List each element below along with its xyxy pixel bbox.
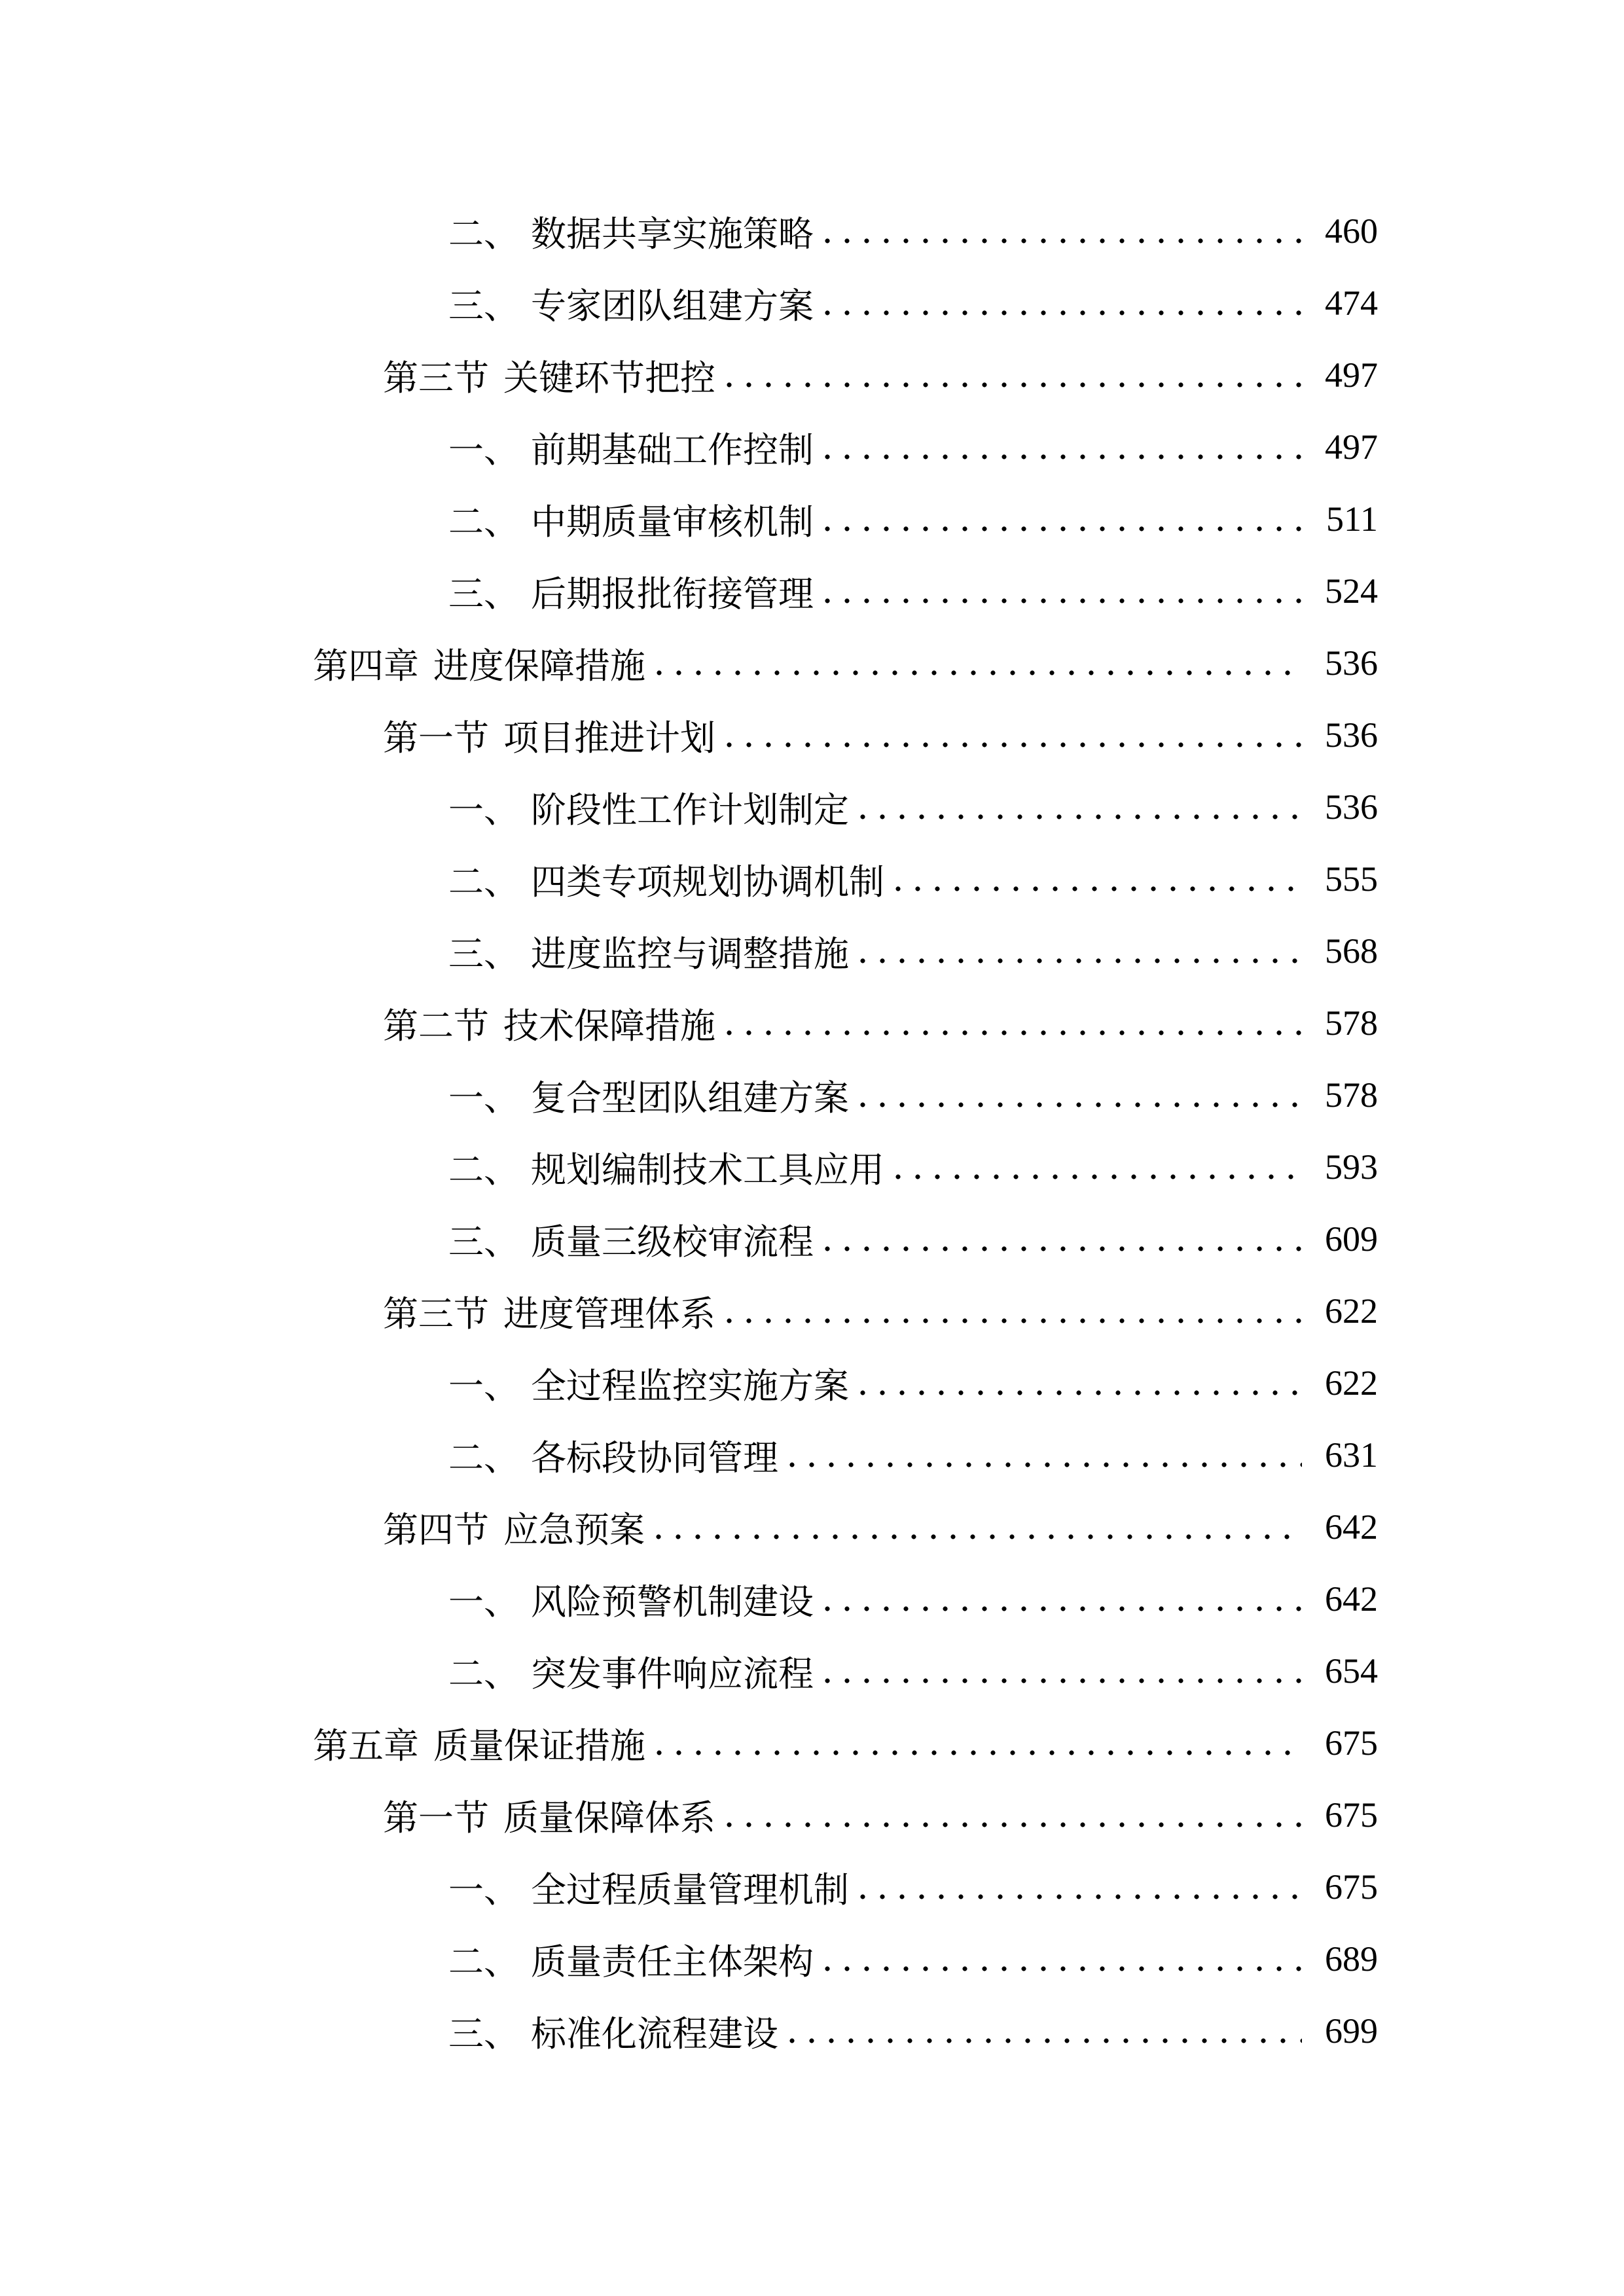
toc-entry-page: 536 (1325, 715, 1378, 755)
toc-entry-title: 进度监控与调整措施 (531, 934, 849, 974)
toc-entry-item[interactable] (0, 267, 1624, 339)
toc-entry-page: 699 (1325, 2011, 1378, 2051)
toc-entry-label: 三、 (448, 286, 519, 326)
toc-entry-label: 第一节 (383, 718, 489, 758)
toc-entry-item[interactable] (0, 555, 1624, 627)
toc-entry-page: 675 (1325, 1795, 1378, 1835)
dot-leader (649, 1750, 1302, 1755)
toc-entry-title: 项目推进计划 (503, 718, 715, 758)
toc-entry-item[interactable] (0, 1635, 1624, 1707)
toc-entry-page: 497 (1325, 427, 1378, 467)
toc-entry-page: 568 (1325, 931, 1378, 971)
toc-entry-label: 二、 (448, 214, 519, 254)
dot-leader (719, 382, 1302, 387)
dot-leader (853, 958, 1302, 963)
toc-entry-title: 复合型团队组建方案 (531, 1078, 849, 1118)
toc-entry-page: 675 (1325, 1867, 1378, 1907)
toc-entry-title: 规划编制技术工具应用 (531, 1150, 884, 1190)
toc-entry-title: 进度管理体系 (503, 1294, 715, 1334)
dot-leader (818, 598, 1302, 603)
toc-entry-label: 第四节 (383, 1510, 489, 1550)
toc-entry-label: 三、 (448, 2014, 519, 2054)
toc-entry-item[interactable] (0, 483, 1624, 555)
dot-leader (818, 1606, 1302, 1611)
dot-leader (853, 1390, 1302, 1395)
dot-leader (853, 814, 1302, 819)
toc-entry-page: 689 (1325, 1939, 1378, 1979)
toc-entry-title: 数据共享实施策略 (531, 214, 814, 254)
toc-entry-label: 二、 (448, 1942, 519, 1982)
toc-entry-item[interactable] (0, 1923, 1624, 1995)
toc-entry-label: 二、 (448, 1438, 519, 1478)
dot-leader (818, 1246, 1302, 1251)
toc-entry-title: 中期质量审核机制 (531, 502, 814, 542)
toc-entry-item[interactable] (0, 1563, 1624, 1635)
dot-leader (818, 1678, 1302, 1683)
toc-entry-section[interactable] (0, 1275, 1624, 1347)
toc-entry-item[interactable] (0, 195, 1624, 267)
dot-leader (888, 886, 1302, 891)
toc-entry-label: 第三节 (383, 1294, 489, 1334)
toc-entry-page: 511 (1326, 499, 1378, 539)
toc-entry-title: 风险预警机制建设 (531, 1582, 814, 1622)
toc-entry-label: 一、 (448, 1582, 519, 1622)
dot-leader (853, 1102, 1302, 1107)
toc-entry-page: 642 (1325, 1579, 1378, 1619)
toc-entry-page: 609 (1325, 1219, 1378, 1259)
toc-entry-title: 专家团队组建方案 (531, 286, 814, 326)
toc-entry-page: 593 (1325, 1147, 1378, 1187)
dot-leader (818, 238, 1302, 243)
dot-leader (818, 310, 1302, 315)
toc-entry-item[interactable] (0, 1851, 1624, 1923)
dot-leader (782, 1462, 1302, 1467)
table-of-contents (0, 195, 1624, 2067)
toc-entry-title: 质量保证措施 (433, 1726, 645, 1766)
toc-entry-title: 阶段性工作计划制定 (531, 790, 849, 830)
toc-entry-title: 前期基础工作控制 (531, 430, 814, 470)
toc-entry-page: 460 (1325, 211, 1378, 251)
toc-entry-title: 全过程监控实施方案 (531, 1366, 849, 1406)
dot-leader (782, 2038, 1302, 2043)
toc-entry-page: 578 (1325, 1075, 1378, 1115)
dot-leader (719, 1030, 1302, 1035)
toc-entry-item[interactable] (0, 843, 1624, 915)
toc-entry-label: 第三节 (383, 358, 489, 398)
toc-entry-label: 第五章 (313, 1726, 419, 1766)
toc-entry-label: 第四章 (313, 646, 419, 686)
toc-entry-item[interactable] (0, 1995, 1624, 2067)
toc-entry-page: 654 (1325, 1651, 1378, 1691)
toc-entry-title: 后期报批衔接管理 (531, 574, 814, 614)
toc-entry-title: 四类专项规划协调机制 (531, 862, 884, 902)
dot-leader (818, 1966, 1302, 1971)
toc-entry-label: 第二节 (383, 1006, 489, 1046)
toc-entry-page: 578 (1325, 1003, 1378, 1043)
dot-leader (649, 1534, 1302, 1539)
toc-entry-section[interactable] (0, 699, 1624, 771)
toc-entry-section[interactable] (0, 1491, 1624, 1563)
toc-entry-section[interactable] (0, 987, 1624, 1059)
toc-entry-label: 三、 (448, 574, 519, 614)
toc-entry-item[interactable] (0, 915, 1624, 987)
toc-entry-section[interactable] (0, 1779, 1624, 1851)
dot-leader (719, 1822, 1302, 1827)
toc-entry-page: 555 (1325, 859, 1378, 899)
toc-entry-item[interactable] (0, 1419, 1624, 1491)
toc-entry-item[interactable] (0, 771, 1624, 843)
toc-entry-chapter[interactable] (0, 1707, 1624, 1779)
dot-leader (818, 454, 1302, 459)
toc-entry-title: 各标段协同管理 (531, 1438, 778, 1478)
toc-entry-label: 二、 (448, 502, 519, 542)
toc-entry-page: 642 (1325, 1507, 1378, 1547)
toc-entry-section[interactable] (0, 339, 1624, 411)
toc-entry-title: 突发事件响应流程 (531, 1654, 814, 1694)
dot-leader (719, 742, 1302, 747)
dot-leader (818, 526, 1302, 531)
toc-entry-title: 质量三级校审流程 (531, 1222, 814, 1262)
toc-entry-title: 质量保障体系 (503, 1798, 715, 1838)
toc-entry-title: 进度保障措施 (433, 646, 645, 686)
toc-entry-label: 一、 (448, 1078, 519, 1118)
toc-entry-label: 二、 (448, 1150, 519, 1190)
toc-entry-label: 二、 (448, 862, 519, 902)
toc-entry-item[interactable] (0, 1347, 1624, 1419)
toc-entry-label: 一、 (448, 1870, 519, 1910)
toc-entry-label: 三、 (448, 1222, 519, 1262)
toc-entry-page: 536 (1325, 787, 1378, 827)
toc-entry-label: 三、 (448, 934, 519, 974)
toc-entry-page: 474 (1325, 283, 1378, 323)
toc-entry-label: 一、 (448, 790, 519, 830)
toc-entry-title: 质量责任主体架构 (531, 1942, 814, 1982)
toc-entry-page: 524 (1325, 571, 1378, 611)
toc-entry-label: 第一节 (383, 1798, 489, 1838)
toc-entry-page: 631 (1325, 1435, 1378, 1475)
toc-entry-page: 622 (1325, 1291, 1378, 1331)
toc-entry-page: 675 (1325, 1723, 1378, 1763)
toc-entry-item[interactable] (0, 1203, 1624, 1275)
toc-entry-item[interactable] (0, 1131, 1624, 1203)
toc-entry-page: 622 (1325, 1363, 1378, 1403)
toc-entry-label: 一、 (448, 430, 519, 470)
toc-entry-title: 技术保障措施 (503, 1006, 715, 1046)
toc-entry-title: 应急预案 (503, 1510, 645, 1550)
toc-entry-page: 536 (1325, 643, 1378, 683)
toc-entry-chapter[interactable] (0, 627, 1624, 699)
dot-leader (719, 1318, 1302, 1323)
toc-entry-page: 497 (1325, 355, 1378, 395)
toc-entry-item[interactable] (0, 411, 1624, 483)
dot-leader (888, 1174, 1302, 1179)
dot-leader (853, 1894, 1302, 1899)
toc-entry-title: 标准化流程建设 (531, 2014, 778, 2054)
toc-entry-item[interactable] (0, 1059, 1624, 1131)
toc-entry-title: 关键环节把控 (503, 358, 715, 398)
toc-entry-label: 二、 (448, 1654, 519, 1694)
dot-leader (649, 670, 1302, 675)
toc-entry-title: 全过程质量管理机制 (531, 1870, 849, 1910)
toc-entry-label: 一、 (448, 1366, 519, 1406)
